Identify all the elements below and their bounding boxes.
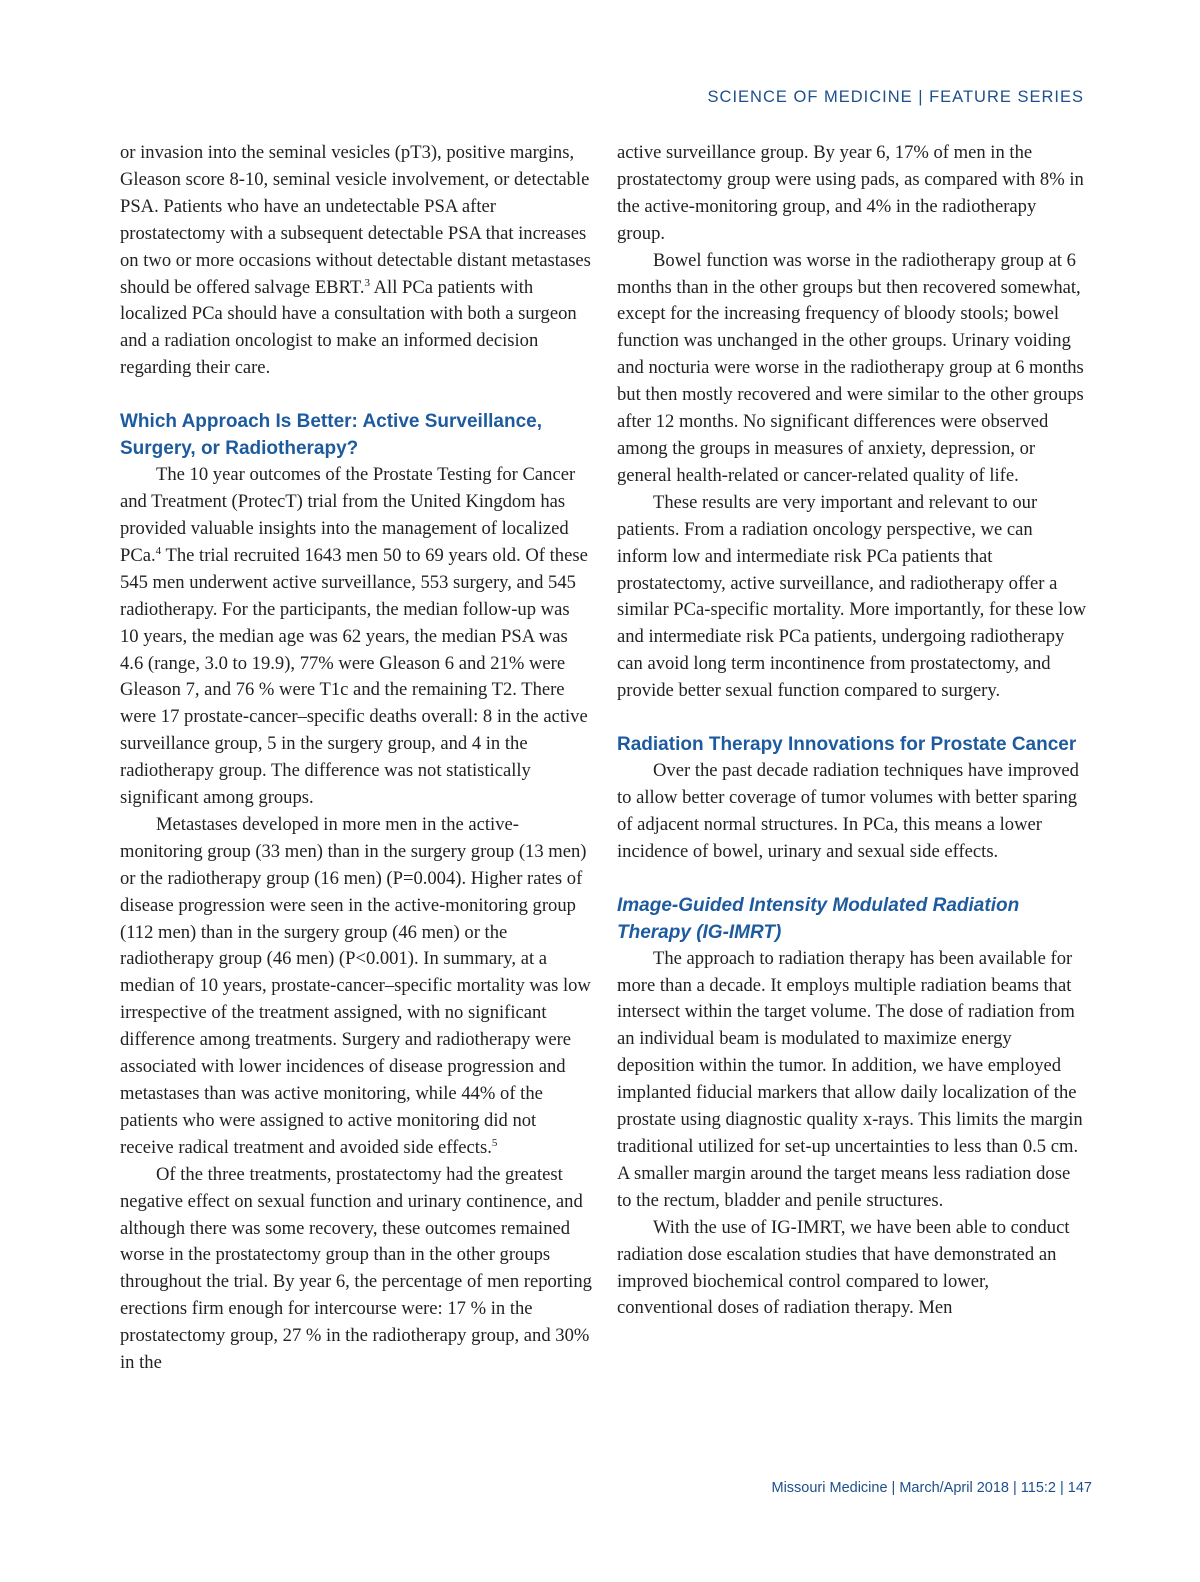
left-column bbox=[120, 140, 592, 1377]
subsection-heading: Image-Guided Intensity Modulated Radiation Therapy (IG-IMRT) bbox=[617, 894, 1020, 943]
text-run: Metastases developed in more men in the active-monitoring group (33 men) than in the surgery group (13 men) or the radiotherapy group (16 men) (P=0.004). Higher rates of disease progression were seen in the active-monitoring group (112 men) than in the surgery group (46 men) or the radiotherapy group (46 men) (P<0.001). In summary, at a median of 10 years, prostate-cancer–specific mortality was low irrespective of the treatment assigned, with no significant difference among treatments. Surgery and radiotherapy were associated with lower incidences of disease progression and metastases than was active monitoring, while 44% of the patients who were assigned to active monitoring did not receive radical treatment and avoided side effects. bbox=[120, 813, 591, 1158]
text-run: All PCa patients with localized PCa should have a consultation with both a surgeon and a radiation oncologist to make an informed decision regarding their care. bbox=[120, 276, 577, 379]
citation-superscript: 3 bbox=[364, 276, 370, 289]
paragraph: Over the past decade radiation techniques have improved to allow better coverage of tumor volumes with better sparing of adjacent normal structures. In PCa, this means a lower incidence of bowel, urinary and sexual side effects. bbox=[617, 760, 1079, 862]
text-run: The 10 year outcomes of the Prostate Testing for Cancer and Treatment (ProtecT) trial from the United Kingdom has provided valuable insights into the management of localized PCa. bbox=[120, 464, 576, 566]
paragraph: active surveillance group. By year 6, 17% of men in the prostatectomy group were using pads, as compared with 8% in the active-monitoring group, and 4% in the radiotherapy group. bbox=[617, 142, 1084, 244]
paragraph: Bowel function was worse in the radiotherapy group at 6 months than in the other groups but then recovered somewhat, except for the increasing frequency of bloody stools; bowel function was unchanged in the other groups. Urinary voiding and nocturia were worse in the radiotherapy group at 6 months but then mostly recovered and were similar to the other groups after 12 months. No significant differences were observed among the groups in measures of anxiety, depression, or general health-related or cancer-related quality of life. bbox=[617, 249, 1084, 486]
paragraph bbox=[120, 462, 592, 812]
paragraph: Of the three treatments, prostatectomy had the greatest negative effect on sexual function and urinary continence, and although there was some recovery, these outcomes remained worse in the prostatectomy group than in the other groups throughout the trial. By year 6, the percentage of men reporting erections firm enough for intercourse were: 17 % in the prostatectomy group, 27 % in the radiotherapy group, and 30% in the bbox=[120, 1163, 592, 1374]
page-footer: Missouri Medicine | March/April 2018 | 115:2 | 147 bbox=[771, 1480, 1092, 1496]
paragraph: With the use of IG-IMRT, we have been able to conduct radiation dose escalation studies that have demonstrated an improved biochemical control compared to lower, conventional doses of radiation therapy. Men bbox=[617, 1216, 1070, 1319]
section-heading: Radiation Therapy Innovations for Prostate Cancer bbox=[617, 734, 1077, 756]
paragraph: These results are very important and relevant to our patients. From a radiation oncology perspective, we can inform low and intermediate risk PCa patients that prostatectomy, active surveillance, and radiotherapy offer a similar PCa-specific mortality. More importantly, for these low and intermediate risk PCa patients, undergoing radiotherapy can avoid long term incontinence from prostatectomy, and provide better sexual function compared to surgery. bbox=[617, 491, 1087, 702]
paragraph bbox=[120, 812, 592, 1162]
running-header: SCIENCE OF MEDICINE | FEATURE SERIES bbox=[707, 88, 1084, 106]
section-heading: Which Approach Is Better: Active Surveillance, Surgery, or Radiotherapy? bbox=[120, 411, 542, 460]
paragraph: The approach to radiation therapy has been available for more than a decade. It employs multiple radiation beams that intersect within the target volume. The dose of radiation from an individual beam is modulated to maximize energy deposition within the tumor. In addition, we have employed implanted fiducial markers that allow daily localization of the prostate using diagnostic quality x-rays. This limits the margin traditional utilized for set-up uncertainties to less than 0.5 cm. A smaller margin around the target means less radiation dose to the rectum, bladder and penile structures. bbox=[617, 947, 1083, 1211]
citation-superscript: 4 bbox=[155, 544, 162, 557]
right-column bbox=[617, 140, 1087, 1322]
text-run: or invasion into the seminal vesicles (pT3), positive margins, Gleason score 8-10, seminal vesicle involvement, or detectable PSA. Patients who have an undetectable PSA after prostatectomy with a subsequent detectable PSA that increases on two or more occasions without detectable distant metastases should be offered salvage EBRT. bbox=[120, 142, 591, 298]
paragraph bbox=[120, 140, 592, 382]
text-run: The trial recruited 1643 men 50 to 69 years old. Of these 545 men underwent active surveillance, 553 surgery, and 545 radiotherapy. For the participants, the median follow-up was 10 years, the median age was 62 years, the median PSA was 4.6 (range, 3.0 to 19.9), 77% were Gleason 6 and 21% were Gleason 7, and 76 % were T1c and the remaining T2. There were 17 prostate-cancer–specific deaths overall: 8 in the active surveillance group, 5 in the surgery group, and 4 in the radiotherapy group. The difference was not statistically significant among groups. bbox=[120, 544, 588, 809]
citation-superscript: 5 bbox=[491, 1136, 498, 1149]
